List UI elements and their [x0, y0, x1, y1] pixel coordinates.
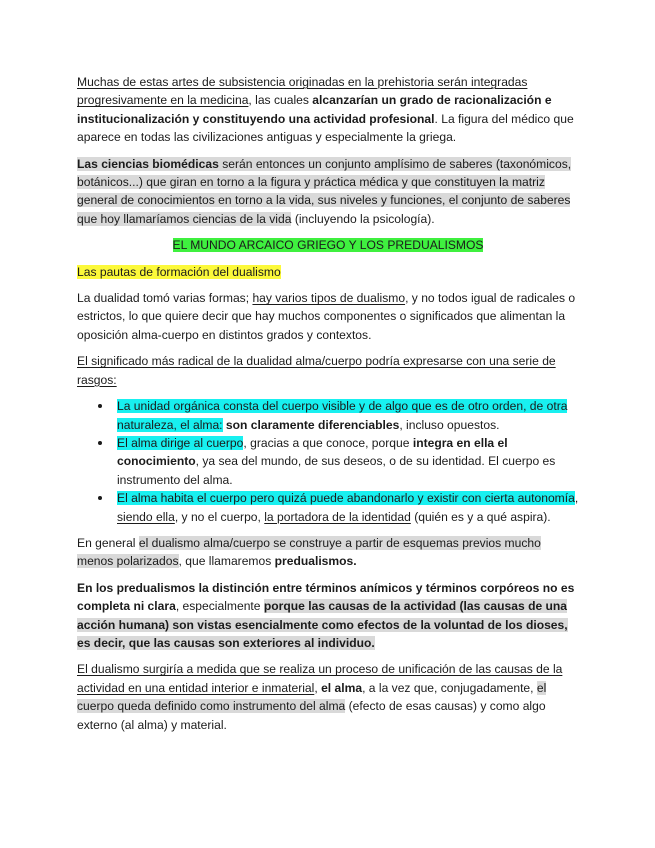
paragraph-1 — [77, 73, 579, 147]
highlighted-text: serán entonces un conjunto amplísimo de saberes (taxonómicos, botánicos...) que giran en torno a la figura y práctica médica y que constituyen la matriz general de conocimientos en torno a la vida, sus niveles y funciones, el conjunto de saberes que hoy llamaríamos ciencias de la vida — [77, 156, 572, 226]
bold-highlighted-text: Las ciencias biomédicas — [77, 156, 219, 171]
text: En general — [77, 535, 139, 550]
text: (efecto de esas causas) y como algo externo (al alma) y material. — [77, 699, 546, 732]
text: La dualidad tomó varias formas; — [77, 291, 253, 306]
underlined-text: la portadora de la identidad — [264, 509, 411, 524]
highlighted-text: el dualismo alma/cuerpo se construye a partir de esquemas previos mucho menos polarizados — [77, 535, 541, 569]
underlined-text: El significado más radical de la dualidad alma/cuerpo podría expresarse con una serie de rasgos: — [77, 354, 556, 387]
text: , y no todos igual de radicales o estrictos, lo que quiere decir que hay muchos componentes o significados que alimentan la oposición alma-cuerpo en distintos grados y contextos. — [77, 291, 576, 342]
bold-text: En los predualismos la distinción entre términos anímicos y términos corpóreos no es completa ni clara — [77, 580, 575, 614]
text: (quién es y a qué aspira). — [410, 509, 551, 524]
text: , especialmente — [175, 599, 264, 614]
text: , — [574, 491, 579, 506]
yellow-highlighted-subheading: Las pautas de formación del dualismo — [77, 264, 281, 279]
highlighted-text: el cuerpo queda definido como instrumento del alma — [77, 680, 547, 714]
underlined-text: siendo ella — [117, 509, 175, 524]
underlined-text: Muchas de estas artes de subsistencia originadas en la prehistoria serán integradas progresivamente en la medicina — [77, 75, 528, 108]
text: . La figura del médico que aparece en todas las civilizaciones antiguas y especialmente la griega. — [77, 111, 574, 145]
underlined-text: hay varios tipos de dualismo — [252, 291, 406, 306]
text: (incluyendo la psicología). — [291, 211, 435, 226]
cyan-highlighted-text: La unidad orgánica consta del cuerpo visible y de algo que es de otro orden, de otra naturaleza, el alma: — [117, 399, 568, 432]
bold-text: son claramente diferenciables — [222, 417, 400, 432]
underlined-text: El dualismo surgiría a medida que se realiza un proceso de unificación de las causas de la actividad en una entidad interior e inmaterial — [77, 662, 563, 695]
paragraph-6 — [77, 579, 579, 653]
paragraph-7 — [77, 660, 579, 734]
text: , gracias a que conoce, porque — [243, 435, 413, 450]
bold-text: integra en ella el conocimiento — [117, 435, 508, 469]
subheading — [77, 263, 579, 281]
feature-list — [77, 397, 579, 526]
bold-text: el alma — [321, 680, 363, 695]
paragraph-5 — [77, 534, 579, 571]
text: , — [314, 680, 322, 695]
bold-highlighted-text: porque las causas de la actividad (las causas de una acción humana) son vistas esencialmente como efectos de la voluntad de los dioses, es decir, que las causas son exteriores al individuo. — [77, 599, 568, 650]
text: , que llamaremos — [178, 554, 275, 569]
text: , ya sea del mundo, de sus deseos, o de su identidad. El cuerpo es instrumento del alma. — [117, 454, 556, 487]
bold-text: alcanzarían un grado de racionalización e institucionalización y constituyendo una actividad profesional — [77, 93, 552, 126]
text: , y no el cuerpo, — [174, 509, 265, 524]
list-item — [117, 397, 579, 434]
section-heading — [77, 236, 579, 254]
list-item — [117, 434, 579, 489]
cyan-highlighted-text: El alma dirige al cuerpo — [117, 435, 244, 450]
text: , las cuales — [248, 93, 313, 108]
list-item — [117, 489, 579, 526]
green-highlighted-heading: EL MUNDO ARCAICO GRIEGO Y LOS PREDUALISMOS — [172, 238, 484, 253]
text: , incluso opuestos. — [399, 417, 500, 432]
bold-text: predualismos. — [274, 554, 357, 569]
text: , a la vez que, conjugadamente, — [362, 680, 537, 695]
paragraph-2 — [77, 155, 579, 229]
paragraph-4 — [77, 352, 579, 389]
paragraph-3 — [77, 289, 579, 344]
cyan-highlighted-text: El alma habita el cuerpo pero quizá puede abandonarlo y existir con cierta autonomía — [117, 491, 575, 506]
